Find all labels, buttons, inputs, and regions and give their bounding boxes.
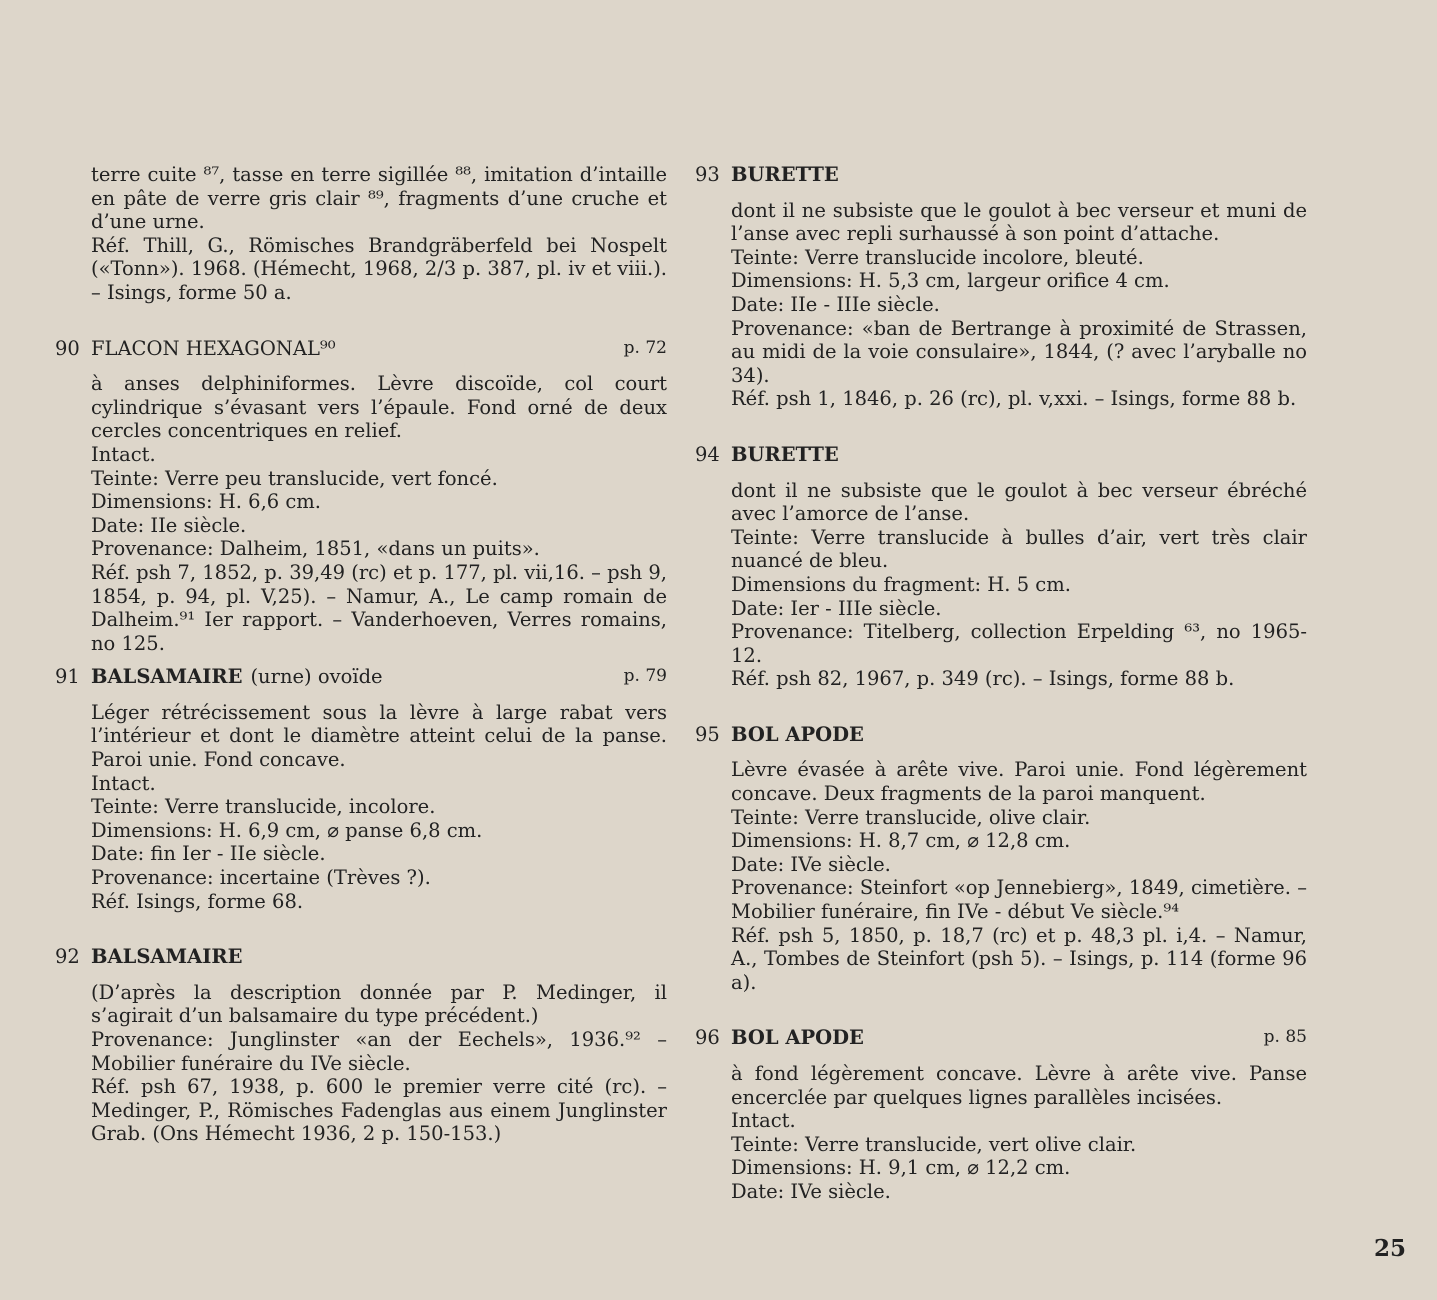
entry-title: BOL APODE [731, 1026, 864, 1050]
entry-line: Provenance: Titelberg, collection Erpelding ⁶³, no 1965-12. [731, 620, 1307, 667]
entry-number: 91 [55, 665, 80, 689]
entry-94 [695, 443, 1307, 691]
left-column [55, 163, 667, 1146]
entry-line: dont il ne subsiste que le goulot à bec verseur et muni de l’anse avec repli surhaussé à son point d’attache. [731, 198, 1307, 246]
entry-line: Dimensions: H. 5,3 cm, largeur orifice 4 cm. [731, 269, 1170, 293]
entry-title: BOL APODE [731, 722, 864, 746]
entry-line: Teinte: Verre peu translucide, vert foncé. [91, 466, 498, 490]
entry-91 [55, 665, 667, 913]
entry-line: Provenance: «ban de Bertrange à proximité de Strassen, au midi de la voie consulaire», 1844, (? avec l’aryballe no 34). [731, 316, 1307, 387]
entry-number: 93 [695, 163, 720, 186]
entry-line: Provenance: Steinfort «op Jennebierg», 1849, cimetière. – Mobilier funéraire, fin IVe - début Ve siècle.⁹⁴ [731, 876, 1307, 924]
entry-line: Teinte: Verre translucide à bulles d’air, vert très clair nuancé de bleu. [731, 525, 1307, 573]
entry-line: Provenance: incertaine (Trèves ?). [91, 866, 431, 890]
entry-93 [695, 163, 1307, 411]
entry-line: Date: IIe - IIIe siècle. [731, 292, 940, 316]
entry-line: Dimensions: H. 9,1 cm, ⌀ 12,2 cm. [731, 1156, 1071, 1180]
entry-96 [695, 1026, 1307, 1203]
entry-line: Intact. [91, 442, 156, 466]
entry-line: à anses delphiniformes. Lèvre discoïde, col court cylindrique s’évasant vers l’épaule. Fond orné de deux cercles concentriques en relief. [91, 372, 667, 443]
entry-line: Dimensions du fragment: H. 5 cm. [731, 572, 1071, 596]
entry-line: Dimensions: H. 6,6 cm. [91, 490, 322, 514]
entry-line: Teinte: Verre translucide incolore, bleuté. [731, 245, 1144, 269]
entry-line: dont il ne subsiste que le goulot à bec verseur ébréché avec l’amorce de l’anse. [731, 478, 1307, 526]
entry-line: à fond légèrement concave. Lèvre à arête vive. Panse encerclée par quelques lignes parallèles incisées. [731, 1062, 1307, 1109]
entry-title: BURETTE [731, 442, 839, 466]
entry-line: Provenance: Junglinster «an der Eechels», 1936.⁹² – Mobilier funéraire du IVe siècle. [91, 1028, 667, 1075]
entry-ref-line: Réf. psh 67, 1938, p. 600 le premier verre cité (rc). – Medinger, P., Römisches Fadenglas aus einem Junglinster Grab. (Ons Hémecht 1936, 2 p. 150-153.) [91, 1075, 667, 1146]
entry-line: Date: fin Ier - IIe siècle. [91, 842, 326, 866]
entry-line: Date: IVe siècle. [731, 852, 891, 876]
entry-ref-line: Réf. psh 5, 1850, p. 18,7 (rc) et p. 48,3 pl. i,4. – Namur, A., Tombes de Steinfort (psh 5). – Isings, p. 114 (forme 96 a). [731, 923, 1307, 994]
entry-continuation [55, 163, 667, 305]
entry-number: 90 [55, 336, 80, 360]
entry-line: Dimensions: H. 6,9 cm, ⌀ panse 6,8 cm. [91, 818, 483, 842]
entry-line: Date: IVe siècle. [731, 1179, 891, 1203]
entry-90 [55, 337, 667, 656]
entry-ref-line: Réf. psh 1, 1846, p. 26 (rc), pl. v,xxi. – Isings, forme 88 b. [731, 387, 1297, 411]
entry-line: Teinte: Verre translucide, vert olive clair. [731, 1132, 1137, 1156]
entry-line: Dimensions: H. 8,7 cm, ⌀ 12,8 cm. [731, 829, 1071, 853]
entry-line: Léger rétrécissement sous la lèvre à large rabat vers l’intérieur et dont le diamètre atteint celui de la panse. Paroi unie. Fond concave. [91, 700, 667, 772]
entry-line: Date: Ier - IIIe siècle. [731, 596, 942, 620]
entry-ref-line: Réf. psh 7, 1852, p. 39,49 (rc) et p. 177, pl. vii,16. – psh 9, 1854, p. 94, pl. V,25). – Namur, A., Le camp romain de Dalheim.⁹¹ Ier rapport. – Vanderhoeven, Verres romains, no 125. [91, 560, 667, 655]
entry-title: BURETTE [731, 163, 839, 186]
entry-line: Intact. [731, 1109, 796, 1133]
entry-ref-line: Réf. Thill, G., Römisches Brandgräberfeld bei Nospelt («Tonn»). 1968. (Hémecht, 1968, 2/3 p. 387, pl. iv et viii.). – Isings, forme 50 a. [91, 233, 667, 304]
page-number: 25 [1373, 1235, 1406, 1262]
page-reference: p. 79 [623, 666, 667, 687]
entry-title: BALSAMAIRE [91, 945, 243, 969]
right-column [695, 163, 1307, 1204]
entry-line: Teinte: Verre translucide, olive clair. [731, 805, 1091, 829]
entry-title-rest: (urne) ovoïde [250, 665, 383, 689]
entry-ref-line: Réf. psh 82, 1967, p. 349 (rc). – Isings, forme 88 b. [731, 667, 1235, 691]
entry-92 [55, 945, 667, 1146]
entry-line: (D’après la description donnée par P. Medinger, il s’agirait d’un balsamaire du type précédent.) [91, 980, 667, 1028]
entry-line: Intact. [91, 771, 156, 795]
entry-95 [695, 723, 1307, 995]
entry-line: Lèvre évasée à arête vive. Paroi unie. Fond légèrement concave. Deux fragments de la paroi manquent. [731, 758, 1307, 806]
entry-line: terre cuite ⁸⁷, tasse en terre sigillée ⁸⁸, imitation d’intaille en pâte de verre gris clair ⁸⁹, fragments d’une cruche et d’une urne. [91, 163, 667, 234]
entry-title: BALSAMAIRE [91, 665, 243, 689]
entry-number: 96 [695, 1026, 720, 1050]
entry-number: 92 [55, 945, 80, 969]
page-reference: p. 72 [623, 337, 667, 358]
entry-line: Date: IIe siècle. [91, 513, 247, 537]
entry-number: 95 [695, 722, 720, 746]
page-reference: p. 85 [1263, 1027, 1307, 1048]
entry-number: 94 [695, 442, 720, 466]
entry-line: Provenance: Dalheim, 1851, «dans un puits». [91, 537, 540, 561]
entry-line: Teinte: Verre translucide, incolore. [91, 795, 436, 819]
entry-ref-line: Réf. Isings, forme 68. [91, 889, 304, 913]
entry-title: FLACON HEXAGONAL⁹⁰ [91, 336, 336, 360]
